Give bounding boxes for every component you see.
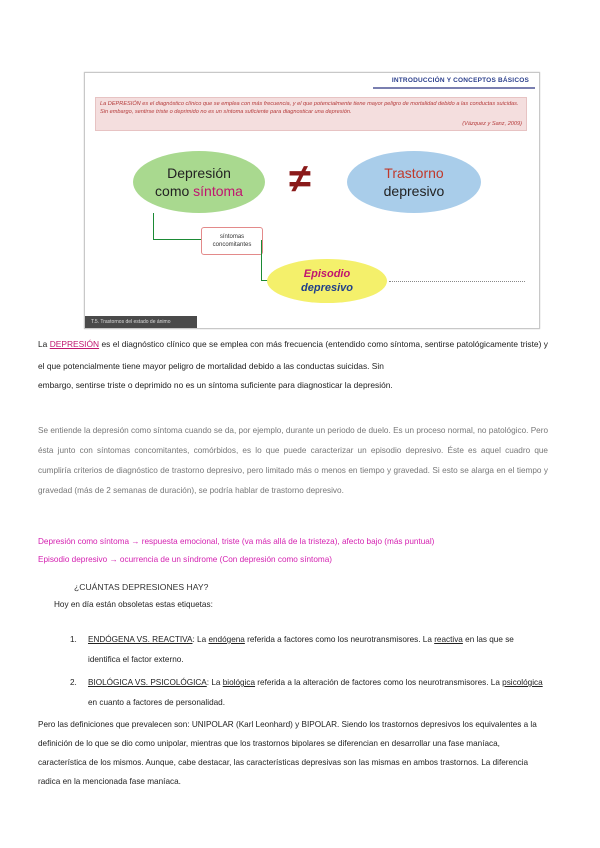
list-text — [88, 630, 548, 670]
li1-endogena: endógena — [208, 635, 245, 644]
li2-psicologica: psicológica — [502, 678, 543, 687]
ellipse1-line1: Depresión — [167, 165, 231, 181]
list-number: 2. — [70, 678, 77, 687]
ellipse3-line2: depresivo — [301, 282, 353, 294]
slide-header-line — [373, 87, 535, 89]
ellipse1-sintoma: síntoma — [193, 183, 243, 199]
magenta-note-2: Episodio depresivo → ocurrencia de un síndrome (Con depresión como síntoma) — [38, 555, 332, 564]
paragraph-1 — [38, 333, 548, 377]
paragraph-4: Pero las definiciones que prevalecen son: UNIPOLAR (Karl Leonhard) y BIPOLAR. Siendo los trastornos depresivos los equivalentes a la definición de lo que se dio como unipolar, mientras que los trastornos bipolares se diferencian en desarrollar una fase maníaca, característica de los mismos. Aunque, cabe destacar, las características depresivas son las mismas en ambos trastornos. La diferencia radica en la mencionada fase maníaca. — [38, 720, 537, 786]
ellipse-depresion-sintoma — [133, 151, 265, 213]
p1-rest: es el diagnóstico clínico que se emplea con más frecuencia (entendido como síntoma, sentirse patológicamente triste) y el que potencialmente tiene mayor peligro de mortalidad debido a las conductas suicidas. Sin — [38, 339, 548, 371]
ellipse-trastorno-depresivo — [347, 151, 481, 213]
quote-text: La DEPRESIÓN es el diagnóstico clínico que se emplea con más frecuencia, y el que potencialmente tiene mayor peligro de mortalidad debido a las conductas suicidas. Sin embargo, sentirse triste o deprimido no es un síntoma suficiente para diagnosticar una depresión. — [100, 101, 519, 115]
li2-b: referida a la alteración de factores como los neurotransmisores. La — [255, 678, 503, 687]
ellipse1-como: como — [155, 183, 194, 199]
quote-cite: (Vázquez y Sanz, 2009) — [462, 121, 522, 127]
li1-reactiva: reactiva — [434, 635, 463, 644]
li1-a: : La — [192, 635, 209, 644]
list-number: 1. — [70, 635, 77, 644]
li1-heading: ENDÓGENA VS. REACTIVA — [88, 635, 193, 644]
paragraph-3: Se entiende la depresión como síntoma cuando se da, por ejemplo, durante un periodo de duelo. Es un proceso normal, no patológico. Pero ésta junto con síntomas concomitantes, comórbidos, es lo que puede caracterizar un episodio depresivo. Éste es aquel cuadro que cumpliría criterios de diagnóstico de trastorno depresivo, pero limitado más o menos en tiempo y gravedad. Si esto se alarga en el tiempo y gravedad (más de 2 semanas de duración), se podría hablar de trastorno depresivo. — [38, 426, 548, 495]
li2-a: : La — [206, 678, 223, 687]
list-text — [88, 673, 548, 713]
li2-biologica: biológica — [222, 678, 256, 687]
ellipse-episodio-depresivo — [267, 259, 387, 303]
li1-b: referida a factores como los neurotransmisores. La — [244, 635, 435, 644]
paragraph-2: embargo, sentirse triste o deprimido no es un síntoma suficiente para diagnosticar la depresión. — [38, 380, 393, 390]
magenta-note-1: Depresión como síntoma → respuesta emocional, triste (va más allá de la tristeza), afecto bajo (más puntual) — [38, 537, 435, 546]
li1-c: en las que se identifica el factor externo. — [88, 635, 514, 664]
section-question: ¿CUÁNTAS DEPRESIONES HAY? — [74, 582, 209, 592]
ellipse2-line1: Trastorno — [384, 165, 444, 181]
slide-header: INTRODUCCIÓN Y CONCEPTOS BÁSICOS — [391, 77, 529, 84]
concomit-line1: síntomas — [219, 234, 245, 240]
depresion-link[interactable]: DEPRESIÓN — [49, 339, 100, 349]
dotted-line — [389, 281, 525, 282]
quote-box — [95, 97, 527, 131]
li2-heading: BIOLÓGICA VS. PSICOLÓGICA — [88, 678, 207, 687]
concomit-line2: concomitantes — [212, 242, 252, 248]
ellipse1-line2 — [155, 182, 243, 200]
slide-footer: T.5. Trastornos del estado de ánimo — [85, 316, 197, 328]
ellipse3-line1: Episodio — [303, 268, 351, 280]
connector-line — [261, 240, 262, 280]
concomitantes-box — [201, 227, 263, 255]
connector-line — [153, 239, 201, 240]
ellipse2-line2: depresivo — [383, 183, 445, 199]
li2-c: en cuanto a factores de personalidad. — [88, 698, 226, 707]
p1-start: La — [38, 339, 50, 349]
slide-image — [84, 72, 540, 329]
connector-line — [153, 213, 154, 239]
not-equal-sign: ≠ — [289, 157, 311, 201]
section-intro: Hoy en día están obsoletas estas etiquetas: — [54, 600, 213, 609]
